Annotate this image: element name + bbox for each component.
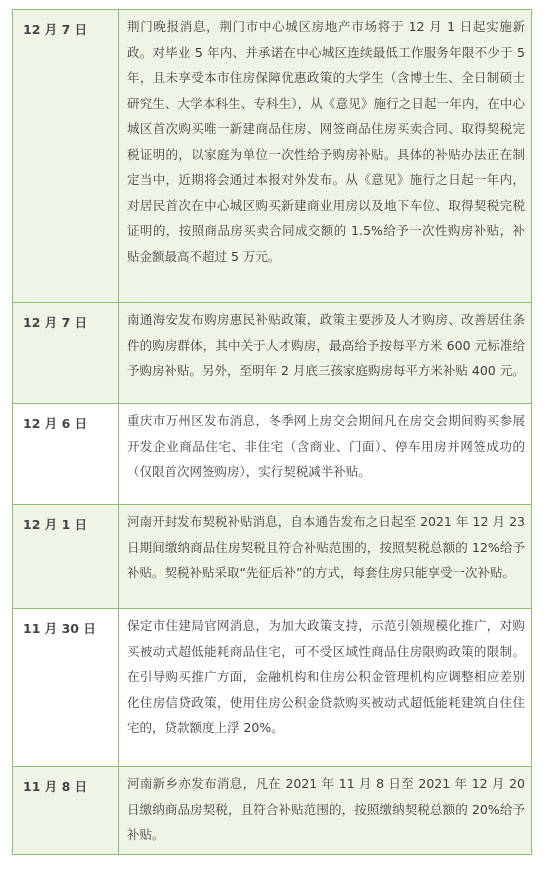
row-date: 11 月 30 日 [13,609,119,767]
table-row [13,609,532,767]
row-text: 保定市住建局官网消息，为加大政策支持，示范引领规模化推广，对购买被动式超低能耗商品住宅，可不受区域性商品住房限购政策的限制。在引导购买推广方面，金融机构和住房公积金管理机构应调整相应差别化住房信贷政策，使用住房公积金贷款购买被动式超低能耗建筑自住住宅的，贷款额度上浮 20%。 [119,609,532,767]
row-text: 河南开封发布契税补贴消息，自本通告发布之日起至 2021 年 12 月 23 日期间缴纳商品住房契税且符合补贴范围的，按照契税总额的 12%给予补贴。契税补贴采取“先征后补”的方式，每套住房只能享受一次补贴。 [119,505,532,609]
row-text: 河南新乡亦发布消息，凡在 2021 年 11 月 8 日至 2021 年 12 月 20 日缴纳商品房契税，且符合补贴范围的，按照缴纳契税总额的 20%给予补贴。 [119,767,532,855]
row-date: 12 月 6 日 [13,404,119,505]
table-row [13,10,532,303]
row-date: 12 月 7 日 [13,303,119,404]
table-row [13,767,532,855]
row-text: 荆门晚报消息，荆门市中心城区房地产市场将于 12 月 1 日起实施新政。对毕业 5 年内、并承诺在中心城区连续最低工作服务年限不少于 5 年，且未享受本市住房保障优惠政策的大学生（含博士生、全日制硕士研究生、大学本科生、专科生），从《意见》施行之日起一年内，在中心城区首次购买唯一新建商品住房、网签商品住房买卖合同、取得契税完税证明的，以家庭为单位一次性给予购房补贴。具体的补贴办法正在制定当中，近期将会通过本报对外发布。从《意见》施行之日起一年内，对居民首次在中心城区购买新建商业用房以及地下车位、取得契税完税证明的，按照商品房买卖合同成交额的 1.5%给予一次性购房补贴，补贴金额最高不超过 5 万元。 [119,10,532,303]
table-row [13,505,532,609]
row-date: 12 月 7 日 [13,10,119,303]
table-row [13,303,532,404]
row-date: 12 月 1 日 [13,505,119,609]
row-date: 11 月 8 日 [13,767,119,855]
row-text: 重庆市万州区发布消息，冬季网上房交会期间凡在房交会期间购买参展开发企业商品住宅、非住宅（含商业、门面）、停车用房并网签成功的（仅限首次网签购房），实行契税减半补贴。 [119,404,532,505]
policy-table [12,9,532,855]
table-row [13,404,532,505]
row-text: 南通海安发布购房惠民补贴政策，政策主要涉及人才购房、改善居住条件的购房群体，其中关于人才购房，最高给予按每平方米 600 元标准给予购房补贴。另外，至明年 2 月底三孩家庭购房每平方米补贴 400 元。 [119,303,532,404]
